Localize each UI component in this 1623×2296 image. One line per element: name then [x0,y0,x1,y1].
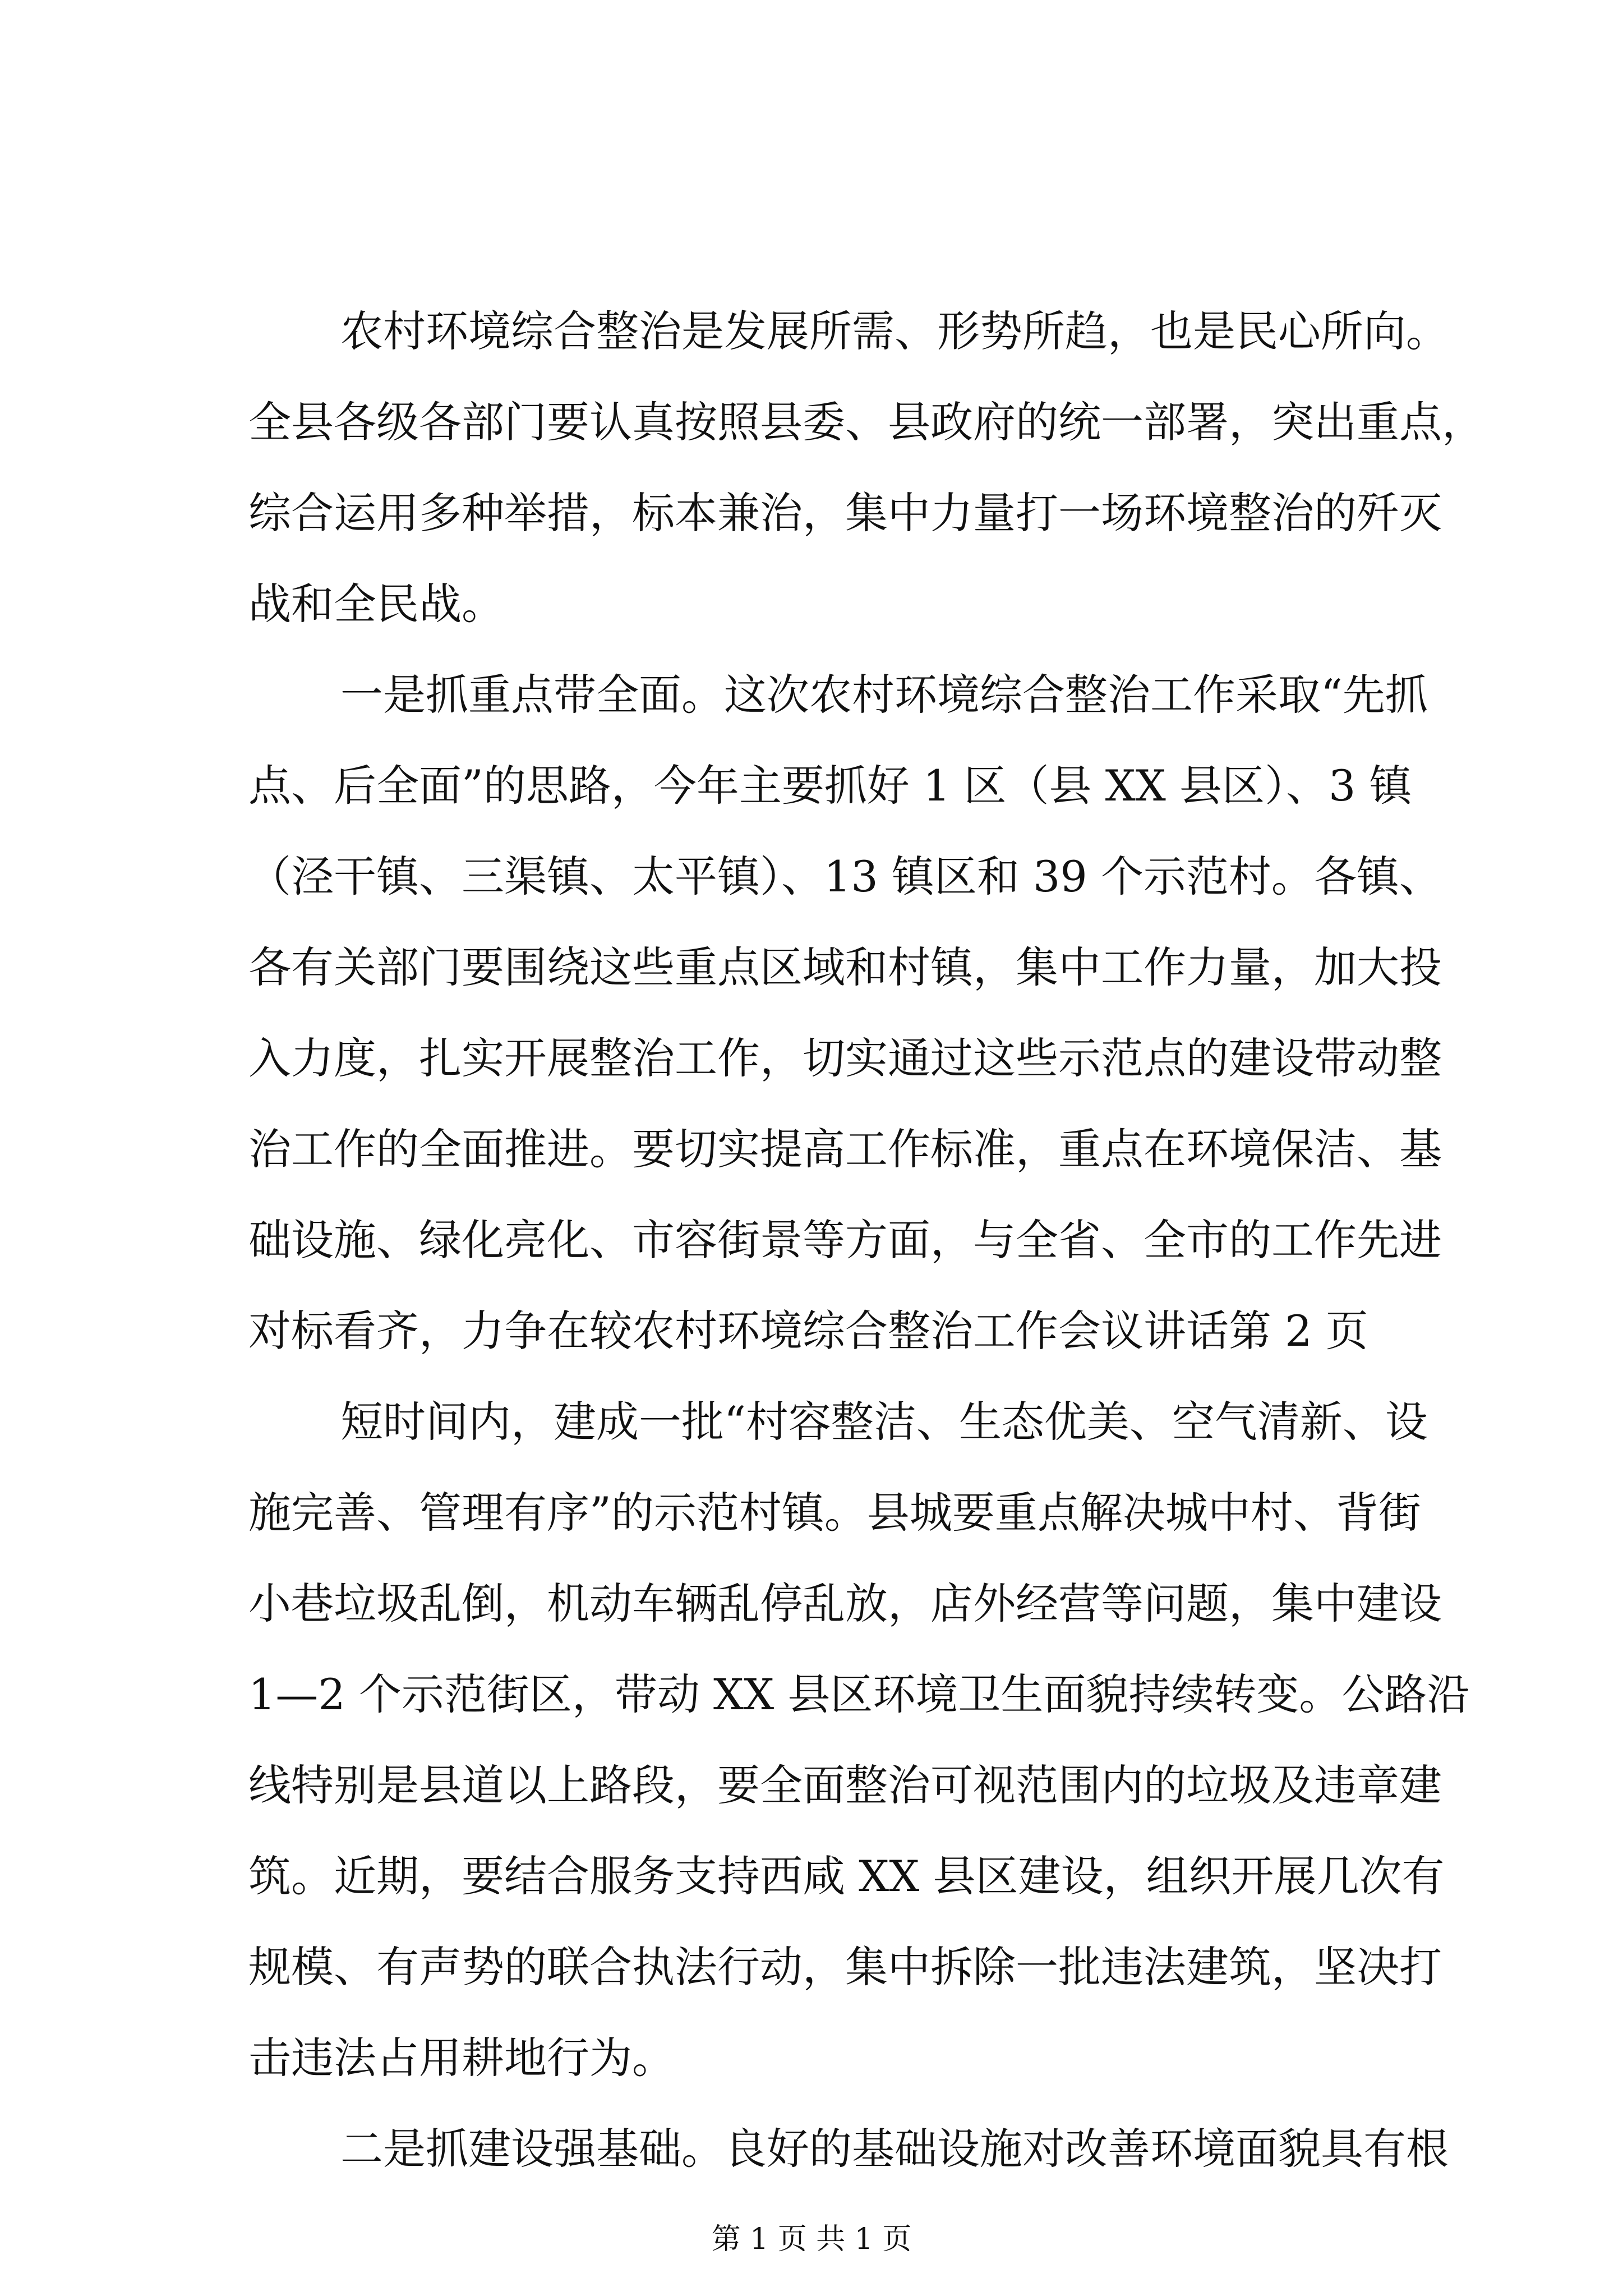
text-line: 二是抓建设强基础。良好的基础设施对改善环境面貌具有根 [340,2124,1449,2174]
page-footer: 第 1 页 共 1 页 [711,2223,912,2256]
text-line: 线特别是县道以上路段，要全面整治可视范围内的垃圾及违章建 [248,1760,1442,1810]
text-line: 1—2 个示范街区，带动 XX 县区环境卫生面貌持续转变。公路沿 [248,1669,1470,1719]
text-line: 击违法占用耕地行为。 [248,2033,675,2083]
text-line: 战和全民战。 [248,579,504,629]
text-line: 点、后全面”的思路，今年主要抓好 1 区（县 XX 县区）、3 镇 [248,761,1412,811]
text-line: 对标看齐，力争在较农村环境综合整治工作会议讲话第 2 页 [248,1306,1368,1356]
text-line: 农村环境综合整治是发展所需、形势所趋，也是民心所向。 [340,306,1449,356]
text-line: 全县各级各部门要认真按照县委、县政府的统一部署，突出重点， [248,397,1484,447]
text-line: 一是抓重点带全面。这次农村环境综合整治工作采取“先抓 [340,670,1428,720]
text-line: 短时间内，建成一批“村容整洁、生态优美、空气清新、设 [340,1397,1428,1447]
text-line: 入力度，扎实开展整治工作，切实通过这些示范点的建设带动整 [248,1033,1442,1083]
text-line: 小巷垃圾乱倒，机动车辆乱停乱放，店外经营等问题，集中建设 [248,1579,1442,1628]
text-line: 规模、有声势的联合执法行动，集中拆除一批违法建筑，坚决打 [248,1942,1442,1992]
text-line: 础设施、绿化亮化、市容街景等方面，与全省、全市的工作先进 [248,1215,1442,1265]
text-line: 各有关部门要围绕这些重点区域和村镇，集中工作力量，加大投 [248,942,1442,992]
text-line: 综合运用多种举措，标本兼治，集中力量打一场环境整治的歼灭 [248,488,1442,538]
text-line: 筑。近期，要结合服务支持西咸 XX 县区建设，组织开展几次有 [248,1851,1445,1901]
text-line: 治工作的全面推进。要切实提高工作标准，重点在环境保洁、基 [248,1124,1442,1174]
text-line: 施完善、管理有序”的示范村镇。县城要重点解决城中村、背街 [248,1488,1421,1538]
text-line: （泾干镇、三渠镇、太平镇）、13 镇区和 39 个示范村。各镇、 [248,852,1442,901]
